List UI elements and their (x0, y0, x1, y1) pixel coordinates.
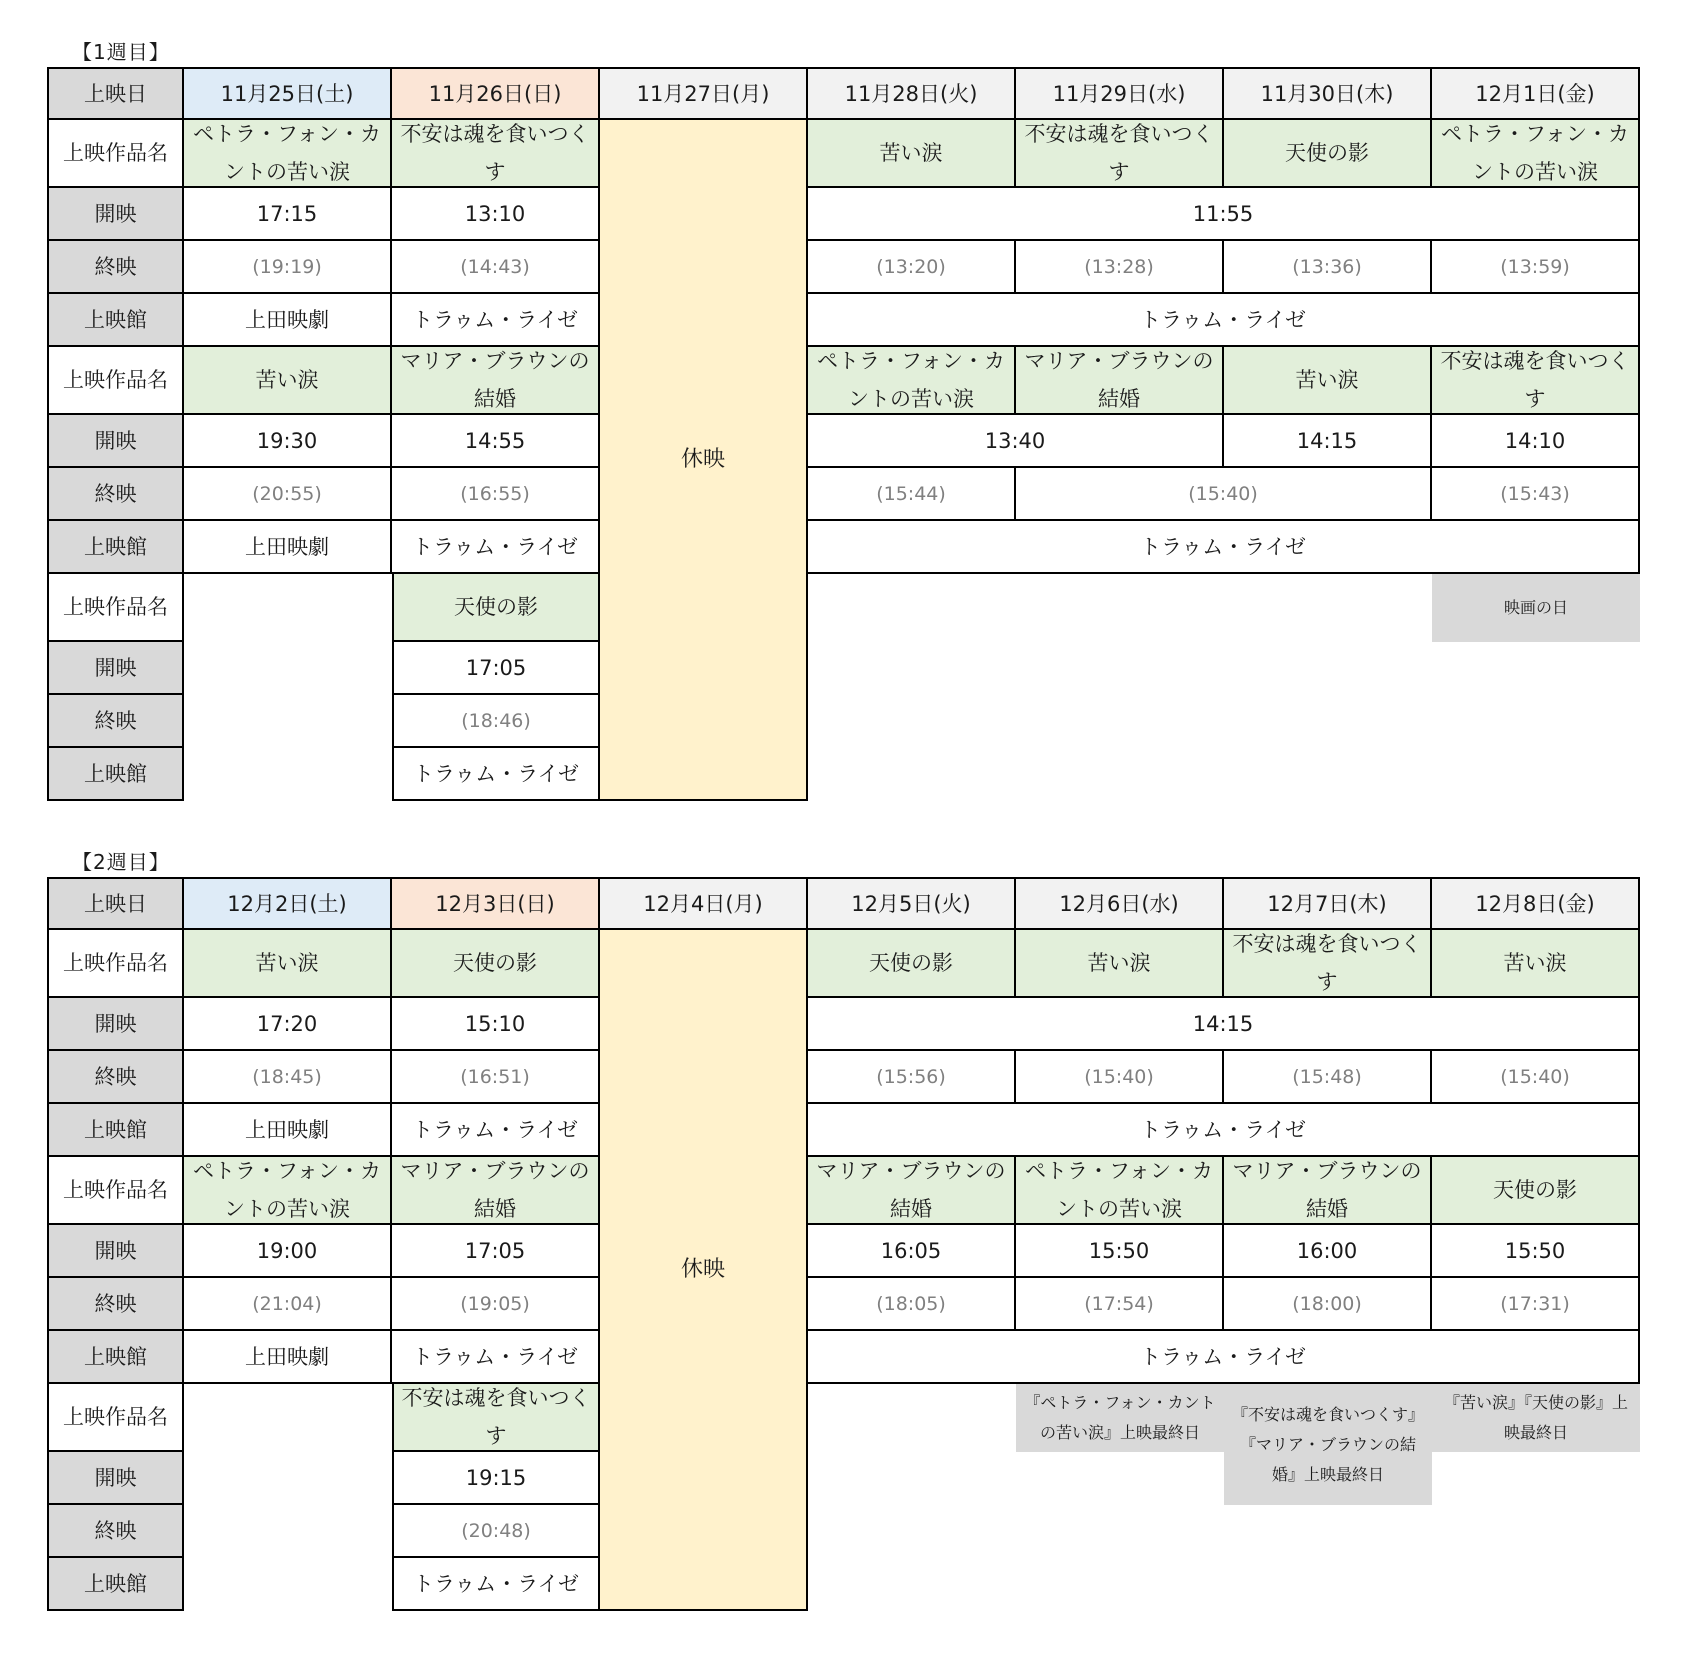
row-label-end: 終映 (47, 695, 184, 748)
film-title-cell: 苦い涙 (184, 347, 392, 415)
end-time-cell: (15:43) (1432, 468, 1640, 521)
start-time-cell: 17:05 (392, 1225, 600, 1278)
row-label-start: 開映 (47, 1225, 184, 1278)
end-time-cell: (15:56) (808, 1051, 1016, 1104)
film-title-cell: 天使の影 (392, 930, 600, 998)
week1-schedule-table (47, 67, 1640, 801)
end-time-cell: (17:31) (1432, 1278, 1640, 1331)
film-title-cell: 天使の影 (1432, 1157, 1640, 1225)
start-time-cell: 19:15 (392, 1452, 600, 1505)
end-time-cell: (19:19) (184, 241, 392, 294)
row-label-venue: 上映館 (47, 294, 184, 347)
start-time-cell: 11:55 (808, 188, 1640, 241)
date-header: 12月4日(月) (600, 877, 808, 930)
venue-cell: 上田映劇 (184, 294, 392, 347)
start-time-cell: 17:05 (392, 642, 600, 695)
date-header: 11月27日(月) (600, 67, 808, 120)
note-cell: 映画の日 (1432, 574, 1640, 642)
venue-cell: トラゥム・ライゼ (392, 1558, 600, 1611)
row-label-title: 上映作品名 (47, 574, 184, 642)
start-time-cell: 14:15 (808, 998, 1640, 1051)
film-title-cell: ペトラ・フォン・カントの苦い涙 (808, 347, 1016, 415)
start-time-cell: 14:15 (1224, 415, 1432, 468)
start-time-cell: 19:00 (184, 1225, 392, 1278)
row-label-venue: 上映館 (47, 1558, 184, 1611)
start-time-cell: 14:10 (1432, 415, 1640, 468)
film-title-cell: 天使の影 (808, 930, 1016, 998)
row-label-title: 上映作品名 (47, 1157, 184, 1225)
end-time-cell: (15:40) (1016, 468, 1432, 521)
venue-cell: トラゥム・ライゼ (392, 1331, 600, 1384)
row-label-title: 上映作品名 (47, 1384, 184, 1452)
closed-day-cell: 休映 (600, 120, 808, 801)
start-time-cell: 13:10 (392, 188, 600, 241)
end-time-cell: (15:40) (1432, 1051, 1640, 1104)
venue-cell: トラゥム・ライゼ (392, 521, 600, 574)
week2-heading: 【2週目】 (72, 850, 170, 874)
date-header: 12月3日(日) (392, 877, 600, 930)
end-time-cell: (13:36) (1224, 241, 1432, 294)
date-header: 12月8日(金) (1432, 877, 1640, 930)
film-title-cell: 不安は魂を食いつくす (1016, 120, 1224, 188)
date-header: 11月30日(木) (1224, 67, 1432, 120)
row-label-title: 上映作品名 (47, 930, 184, 998)
film-title-cell: 苦い涙 (184, 930, 392, 998)
date-header: 11月28日(火) (808, 67, 1016, 120)
row-label-end: 終映 (47, 1505, 184, 1558)
note-cell: 『ペトラ・フォン・カントの苦い涙』上映最終日 (1016, 1384, 1224, 1452)
end-time-cell: (18:00) (1224, 1278, 1432, 1331)
film-title-cell: 苦い涙 (1016, 930, 1224, 998)
row-label-start: 開映 (47, 642, 184, 695)
start-time-cell: 15:50 (1432, 1225, 1640, 1278)
row-label-start: 開映 (47, 188, 184, 241)
venue-cell: トラゥム・ライゼ (392, 748, 600, 801)
start-time-cell: 13:40 (808, 415, 1224, 468)
film-title-cell: マリア・ブラウンの結婚 (1224, 1157, 1432, 1225)
start-time-cell: 14:55 (392, 415, 600, 468)
venue-cell: トラゥム・ライゼ (808, 1331, 1640, 1384)
week1-heading: 【1週目】 (72, 40, 170, 64)
film-title-cell: 苦い涙 (808, 120, 1016, 188)
end-time-cell: (20:55) (184, 468, 392, 521)
venue-cell: トラゥム・ライゼ (808, 294, 1640, 347)
end-time-cell: (21:04) (184, 1278, 392, 1331)
note-cell: 『苦い涙』『天使の影』上映最終日 (1432, 1384, 1640, 1452)
row-label-venue: 上映館 (47, 521, 184, 574)
film-title-cell: マリア・ブラウンの結婚 (808, 1157, 1016, 1225)
row-label-end: 終映 (47, 1278, 184, 1331)
film-title-cell: マリア・ブラウンの結婚 (1016, 347, 1224, 415)
end-time-cell: (14:43) (392, 241, 600, 294)
film-title-cell: マリア・ブラウンの結婚 (392, 347, 600, 415)
row-label-start: 開映 (47, 1452, 184, 1505)
end-time-cell: (18:05) (808, 1278, 1016, 1331)
row-label-start: 開映 (47, 415, 184, 468)
venue-cell: トラゥム・ライゼ (808, 1104, 1640, 1157)
venue-cell: トラゥム・ライゼ (392, 294, 600, 347)
film-title-cell: 苦い涙 (1432, 930, 1640, 998)
end-time-cell: (16:51) (392, 1051, 600, 1104)
end-time-cell: (15:44) (808, 468, 1016, 521)
end-time-cell: (17:54) (1016, 1278, 1224, 1331)
row-label-venue: 上映館 (47, 1104, 184, 1157)
date-header: 12月2日(土) (184, 877, 392, 930)
film-title-cell: 苦い涙 (1224, 347, 1432, 415)
row-label-end: 終映 (47, 1051, 184, 1104)
venue-cell: トラゥム・ライゼ (808, 521, 1640, 574)
film-title-cell: ペトラ・フォン・カントの苦い涙 (184, 1157, 392, 1225)
end-time-cell: (13:20) (808, 241, 1016, 294)
row-label-end: 終映 (47, 241, 184, 294)
date-header: 11月26日(日) (392, 67, 600, 120)
film-title-cell: ペトラ・フォン・カントの苦い涙 (184, 120, 392, 188)
row-label-start: 開映 (47, 998, 184, 1051)
start-time-cell: 19:30 (184, 415, 392, 468)
film-title-cell: 不安は魂を食いつくす (1432, 347, 1640, 415)
row-label-end: 終映 (47, 468, 184, 521)
venue-cell: 上田映劇 (184, 521, 392, 574)
start-time-cell: 16:00 (1224, 1225, 1432, 1278)
date-header: 11月25日(土) (184, 67, 392, 120)
date-header: 12月6日(水) (1016, 877, 1224, 930)
end-time-cell: (13:59) (1432, 241, 1640, 294)
start-time-cell: 17:15 (184, 188, 392, 241)
row-label-title: 上映作品名 (47, 120, 184, 188)
end-time-cell: (18:45) (184, 1051, 392, 1104)
end-time-cell: (15:40) (1016, 1051, 1224, 1104)
film-title-cell: マリア・ブラウンの結婚 (392, 1157, 600, 1225)
venue-cell: 上田映劇 (184, 1331, 392, 1384)
end-time-cell: (20:48) (392, 1505, 600, 1558)
film-title-cell: 不安は魂を食いつくす (392, 120, 600, 188)
date-header: 12月1日(金) (1432, 67, 1640, 120)
start-time-cell: 15:50 (1016, 1225, 1224, 1278)
film-title-cell: ペトラ・フォン・カントの苦い涙 (1016, 1157, 1224, 1225)
end-time-cell: (13:28) (1016, 241, 1224, 294)
row-label-date: 上映日 (47, 877, 184, 930)
start-time-cell: 15:10 (392, 998, 600, 1051)
start-time-cell: 16:05 (808, 1225, 1016, 1278)
row-label-date: 上映日 (47, 67, 184, 120)
date-header: 12月7日(木) (1224, 877, 1432, 930)
row-label-title: 上映作品名 (47, 347, 184, 415)
venue-cell: 上田映劇 (184, 1104, 392, 1157)
end-time-cell: (18:46) (392, 695, 600, 748)
row-label-venue: 上映館 (47, 748, 184, 801)
film-title-cell: 天使の影 (392, 574, 600, 642)
note-cell: 『不安は魂を食いつくす』『マリア・ブラウンの結婚』上映最終日 (1224, 1384, 1432, 1505)
date-header: 12月5日(火) (808, 877, 1016, 930)
film-title-cell: 不安は魂を食いつくす (1224, 930, 1432, 998)
start-time-cell: 17:20 (184, 998, 392, 1051)
end-time-cell: (16:55) (392, 468, 600, 521)
row-label-venue: 上映館 (47, 1331, 184, 1384)
end-time-cell: (19:05) (392, 1278, 600, 1331)
closed-day-cell: 休映 (600, 930, 808, 1611)
venue-cell: トラゥム・ライゼ (392, 1104, 600, 1157)
date-header: 11月29日(水) (1016, 67, 1224, 120)
film-title-cell: 天使の影 (1224, 120, 1432, 188)
week2-schedule-table (47, 877, 1640, 1611)
film-title-cell: ペトラ・フォン・カントの苦い涙 (1432, 120, 1640, 188)
end-time-cell: (15:48) (1224, 1051, 1432, 1104)
film-title-cell: 不安は魂を食いつくす (392, 1384, 600, 1452)
